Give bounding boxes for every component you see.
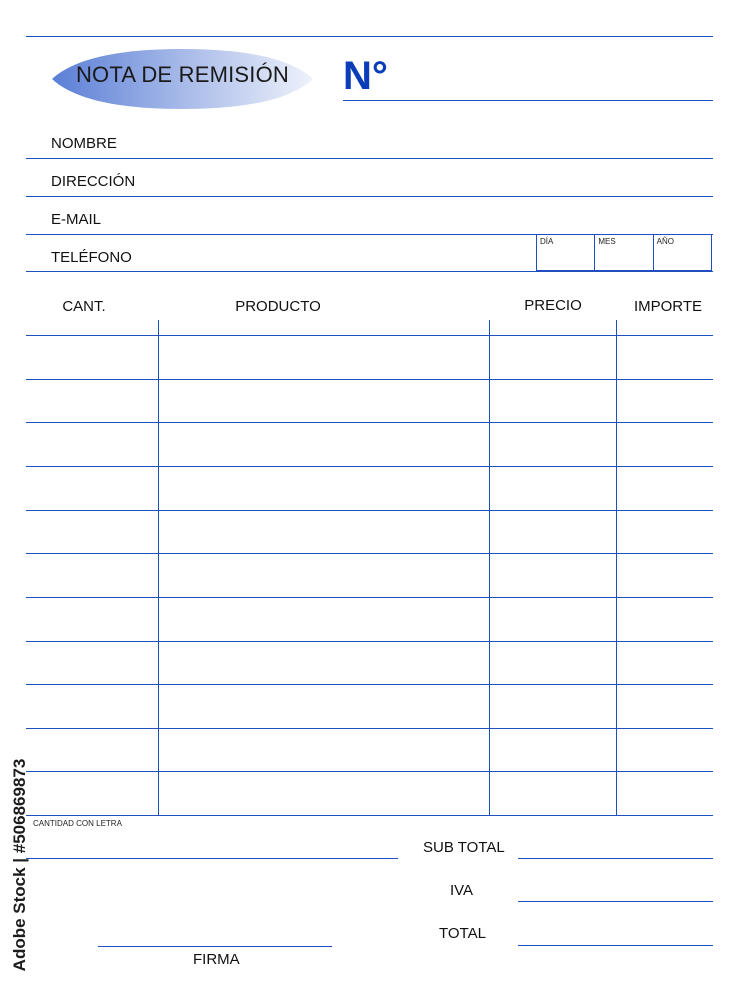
column-divider-2	[489, 320, 490, 815]
stock-watermark	[4, 740, 36, 990]
watermark-text: Adobe Stock | #506869873	[10, 758, 29, 972]
iva-field[interactable]	[518, 901, 713, 902]
table-row-line[interactable]	[26, 684, 713, 685]
table-row-line[interactable]	[26, 553, 713, 554]
table-row-line[interactable]	[26, 510, 713, 511]
total-field[interactable]	[518, 945, 713, 946]
date-day-label: DÍA	[540, 237, 554, 246]
date-year-cell[interactable]	[654, 235, 711, 270]
iva-label: IVA	[450, 882, 474, 899]
column-divider-3	[616, 320, 617, 815]
table-row-line[interactable]	[26, 597, 713, 598]
column-header-price: PRECIO	[524, 297, 582, 314]
signature-line[interactable]	[98, 946, 332, 947]
top-border	[26, 36, 713, 37]
phone-field[interactable]	[26, 271, 713, 272]
column-header-product: PRODUCTO	[235, 298, 321, 315]
date-box	[536, 234, 712, 271]
date-month-label: MES	[598, 237, 616, 246]
date-day-cell[interactable]	[537, 235, 595, 270]
table-row-line[interactable]	[26, 466, 713, 467]
table-row-line[interactable]	[26, 641, 713, 642]
document-title: NOTA DE REMISIÓN	[75, 62, 290, 87]
folio-number-line[interactable]	[343, 100, 713, 101]
table-row-line[interactable]	[26, 728, 713, 729]
subtotal-field[interactable]	[518, 858, 713, 859]
email-label: E-MAIL	[51, 211, 102, 228]
date-month-cell[interactable]	[595, 235, 653, 270]
name-field[interactable]	[26, 158, 713, 159]
table-bottom-line	[26, 815, 713, 816]
table-row-line[interactable]	[26, 771, 713, 772]
total-label: TOTAL	[439, 925, 486, 942]
address-field[interactable]	[26, 196, 713, 197]
date-year-label: AÑO	[656, 237, 674, 246]
folio-number-label: N°	[343, 54, 388, 98]
table-row-line[interactable]	[26, 422, 713, 423]
name-label: NOMBRE	[51, 135, 117, 152]
column-header-quantity: CANT.	[62, 298, 106, 315]
phone-label: TELÉFONO	[51, 249, 132, 266]
table-row-line[interactable]	[26, 379, 713, 380]
amount-in-words-field[interactable]	[26, 858, 398, 859]
signature-label: FIRMA	[193, 951, 240, 968]
column-divider-1	[158, 320, 159, 815]
subtotal-label: SUB TOTAL	[423, 839, 505, 856]
address-label: DIRECCIÓN	[51, 173, 136, 190]
column-header-amount: IMPORTE	[633, 298, 703, 315]
amount-in-words-label: CANTIDAD CON LETRA	[33, 819, 122, 828]
table-row-line[interactable]	[26, 335, 713, 336]
